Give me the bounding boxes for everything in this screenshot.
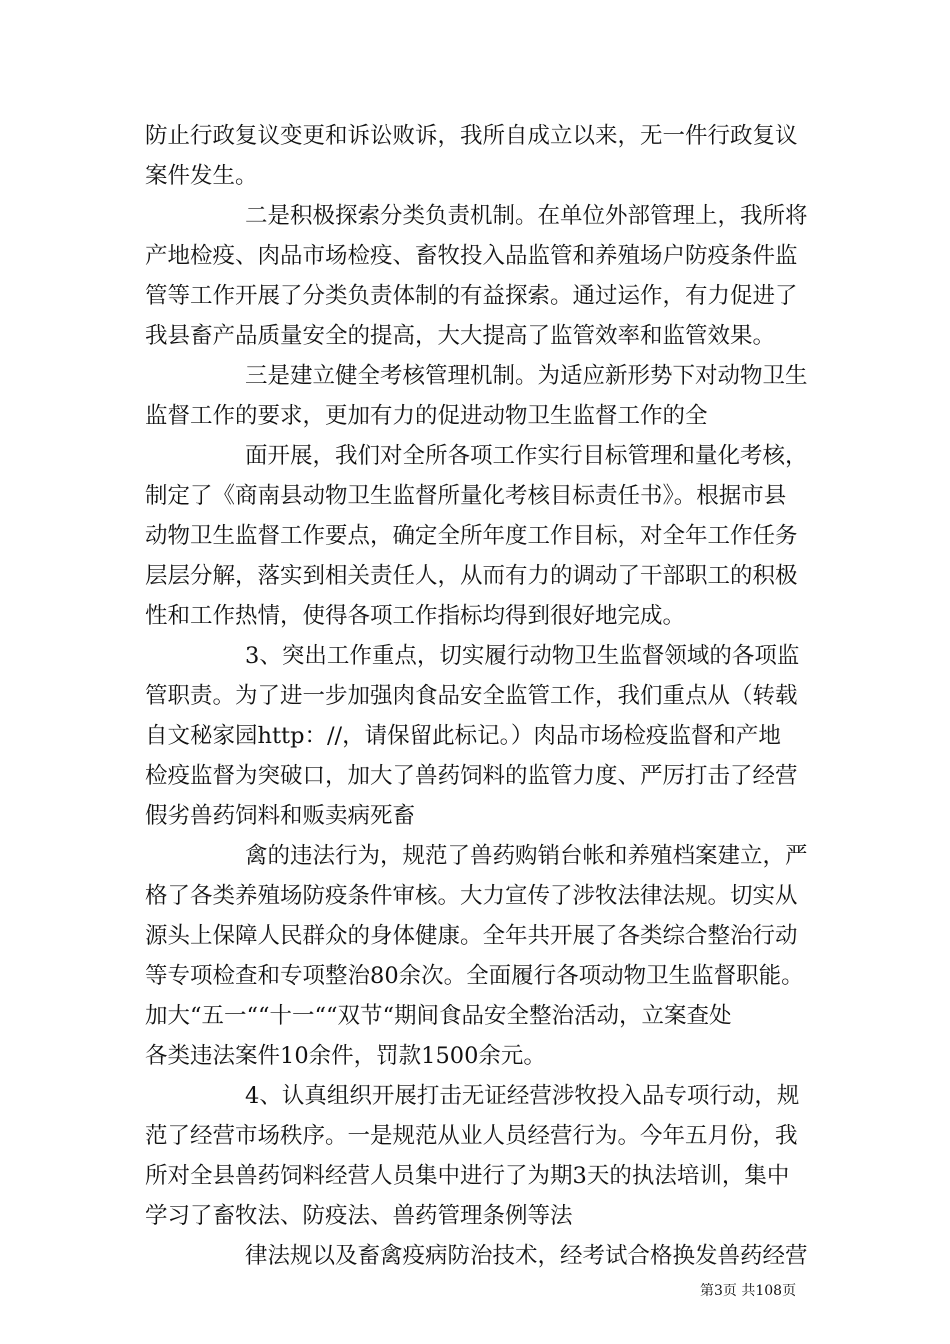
text-line-6: 我县畜产品质量安全的提高，大大提高了监管效率和监管效果。	[145, 323, 776, 349]
text-line-7: 三是建立健全考核管理机制。为适应新形势下对动物卫生	[245, 363, 808, 389]
text-line-15: 管职责。为了进一步加强肉食品安全监管工作，我们重点从（转载	[145, 683, 798, 709]
text-line-5: 管等工作开展了分类负责体制的有益探索。通过运作，有力促进了	[145, 283, 798, 309]
text-line-13: 性和工作热情，使得各项工作指标均得到很好地完成。	[145, 603, 686, 629]
text-line-11: 动物卫生监督工作要点，确定全所年度工作目标，对全年工作任务	[145, 523, 798, 549]
text-line-2: 案件发生。	[145, 163, 258, 189]
text-line-14: 3、突出工作重点，切实履行动物卫生监督领域的各项监	[245, 643, 800, 669]
text-line-23: 加大“五一““十一““双节“期间食品安全整治活动，立案查处	[145, 1003, 732, 1029]
text-line-20: 格了各类养殖场防疫条件审核。大力宣传了涉牧法律法规。切实从	[145, 883, 798, 909]
text-line-1: 防止行政复议变更和诉讼败诉，我所自成立以来，无一件行政复议	[145, 123, 798, 149]
text-line-10: 制定了《商南县动物卫生监督所量化考核目标责任书》。根据市县	[145, 483, 787, 509]
text-line-26: 范了经营市场秩序。一是规范从业人员经营行为。今年五月份，我	[145, 1123, 798, 1149]
text-line-4: 产地检疫、肉品市场检疫、畜牧投入品监管和养殖场户防疫条件监	[145, 243, 798, 269]
text-line-16: 自文秘家园http：//，请保留此标记。）肉品市场检疫监督和产地	[145, 723, 781, 749]
text-line-29: 律法规以及畜禽疫病防治技术，经考试合格换发兽药经营	[245, 1243, 808, 1269]
text-line-21: 源头上保障人民群众的身体健康。全年共开展了各类综合整治行动	[145, 923, 798, 949]
text-line-3: 二是积极探索分类负责机制。在单位外部管理上，我所将	[245, 203, 808, 229]
text-line-19: 禽的违法行为，规范了兽药购销台帐和养殖档案建立，严	[245, 843, 808, 869]
text-line-9: 面开展，我们对全所各项工作实行目标管理和量化考核，	[245, 443, 808, 469]
text-line-18: 假劣兽药饲料和贩卖病死畜	[145, 803, 416, 829]
text-line-12: 层层分解，落实到相关责任人，从而有力的调动了干部职工的积极	[145, 563, 798, 589]
page-number-footer: 第3页 共108页	[700, 1283, 797, 1299]
text-line-27: 所对全县兽药饲料经营人员集中进行了为期3天的执法培训，集中	[145, 1163, 790, 1189]
text-line-28: 学习了畜牧法、防疫法、兽药管理条例等法	[145, 1203, 573, 1229]
text-line-24: 各类违法案件10余件，罚款1500余元。	[145, 1043, 546, 1069]
text-line-8: 监督工作的要求，更加有力的促进动物卫生监督工作的全	[145, 403, 708, 429]
text-line-22: 等专项检查和专项整治80余次。全面履行各项动物卫生监督职能。	[145, 963, 804, 989]
text-line-25: 4、认真组织开展打击无证经营涉牧投入品专项行动，规	[245, 1083, 800, 1109]
text-line-17: 检疫监督为突破口，加大了兽药饲料的监管力度、严厉打击了经营	[145, 763, 798, 789]
